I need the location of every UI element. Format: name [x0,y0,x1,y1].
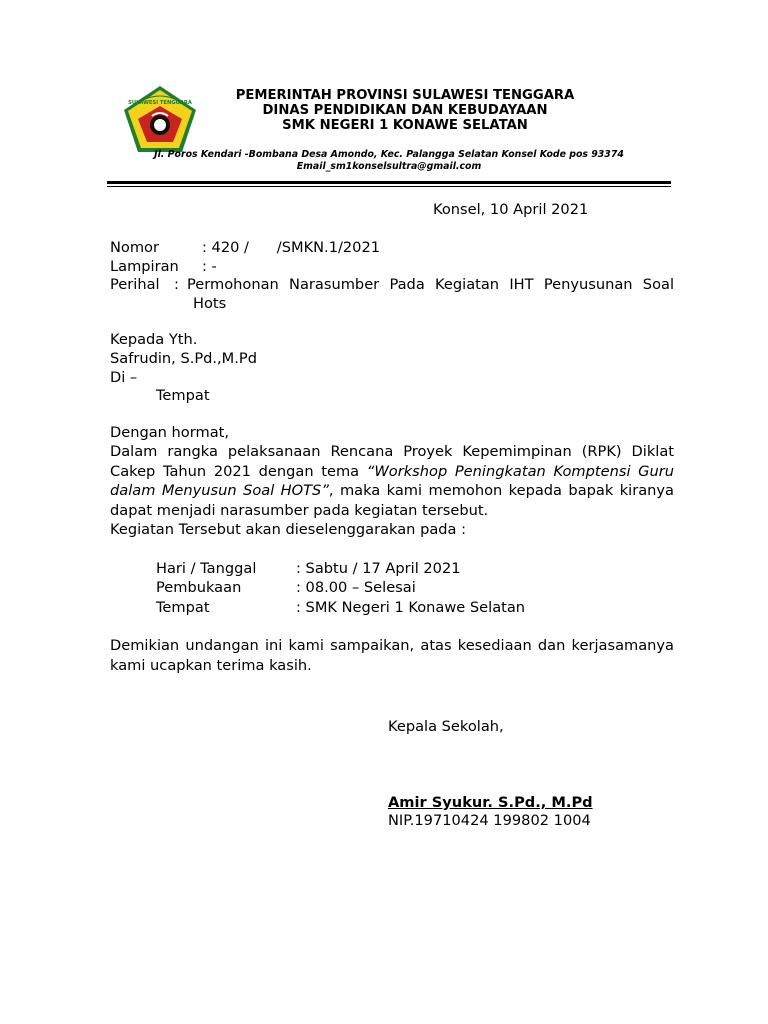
schedule-value: : 08.00 – Selesai [296,579,416,596]
schedule-label: Tempat [156,599,210,616]
body-paragraph-1 [110,442,674,520]
schedule-value: : Sabtu / 17 April 2021 [296,560,461,577]
lampiran-label: Lampiran [110,258,179,275]
letterhead-address: Jl. Poros Kendari -Bombana Desa Amondo, Kec. Palangga Selatan Konsel Kode pos 93374 [154,149,624,160]
schedule-label: Pembukaan [156,579,242,596]
recipient-tempat: Tempat [156,387,210,404]
school-logo [122,84,198,154]
workshop-theme: “Workshop Peningkatan Komptensi Guru dalam Menyusun Soal HOTS” [110,462,674,500]
recipient-greeting: Kepada Yth. [110,331,198,348]
letter-date: Konsel, 10 April 2021 [433,201,589,218]
recipient-di: Di – [110,369,138,386]
nomor-label: Nomor [110,239,159,256]
signatory-nip: NIP.19710424 199802 1004 [388,812,591,829]
body-paragraph-2: Kegiatan Tersebut akan dieselenggarakan pada : [110,521,467,538]
letterhead-email: Email_sm1konselsultra@gmail.com [296,161,482,172]
letterhead-line-1: PEMERINTAH PROVINSI SULAWESI TENGGARA [235,88,575,103]
header-divider-thick [107,181,671,184]
perihal-line-1: Permohonan Narasumber Pada Kegiatan IHT Penyusunan Soal [187,276,674,293]
recipient-name: Safrudin, S.Pd.,M.Pd [110,350,257,367]
nomor-value: : 420 / /SMKN.1/2021 [202,239,381,256]
schedule-label: Hari / Tanggal [156,560,257,577]
signatory-name: Amir Syukur. S.Pd., M.Pd [388,794,593,811]
body-paragraph-1-end: , maka kami memohon kepada bapak kiranya dapat menjadi narasumber pada kegiatan tersebut. [110,482,674,519]
header-divider-thin [107,186,671,187]
lampiran-value: : - [202,258,217,275]
letterhead-line-3: SMK NEGERI 1 KONAWE SELATAN [282,118,528,133]
schedule-value: : SMK Negeri 1 Konawe Selatan [296,599,526,616]
perihal-label: Perihal [110,276,160,293]
body-paragraph-1-start: Dalam rangka pelaksanaan Rencana Proyek Kepemimpinan (RPK) Diklat Cakep Tahun 2021 dengan tema [110,443,674,480]
closing-paragraph: Demikian undangan ini kami sampaikan, atas kesediaan dan kerjasamanya kami ucapkan terima kasih. [110,637,674,674]
perihal-line-2: Hots [193,295,227,312]
svg-text:SULAWESI TENGGARA: SULAWESI TENGGARA [128,100,192,106]
perihal-colon: : [174,276,179,293]
signature-title: Kepala Sekolah, [388,718,504,735]
salutation: Dengan hormat, [110,424,230,441]
letterhead-line-2: DINAS PENDIDIKAN DAN KEBUDAYAAN [262,103,548,118]
